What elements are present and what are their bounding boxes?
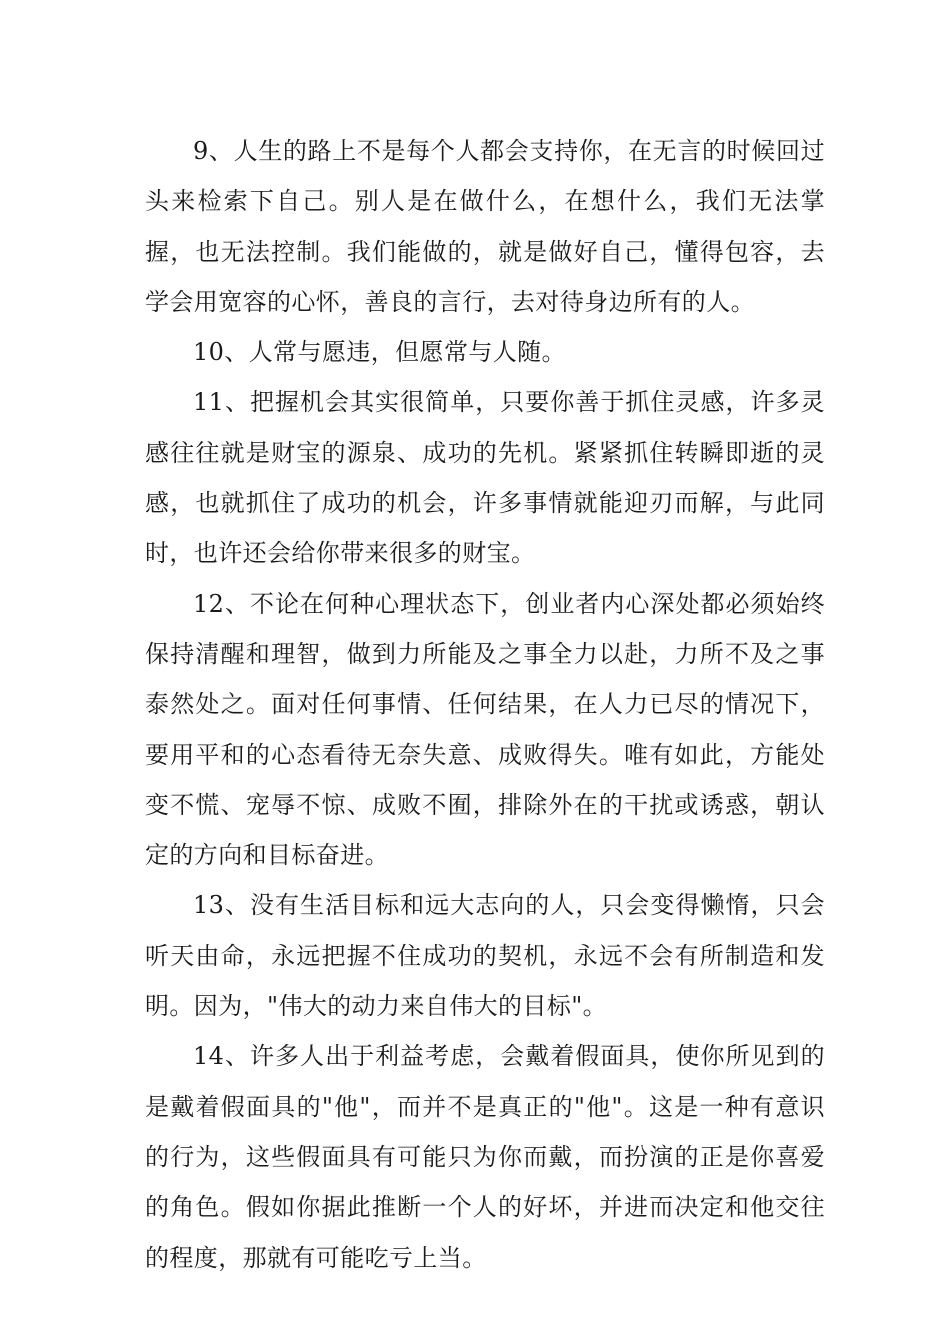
paragraph-11: 11、把握机会其实很简单，只要你善于抓住灵感，许多灵感往往就是财宝的源泉、成功的先机。紧紧抓住转瞬即逝的灵感，也就抓住了成功的机会，许多事情就能迎刃而解，与此同时，也许还会给你带来很多的财宝。: [145, 388, 825, 568]
paragraph-10: 10、人常与愿违，但愿常与人随。: [193, 338, 566, 367]
paragraph-13: 13、没有生活目标和远大志向的人，只会变得懒惰，只会听天由命，永远把握不住成功的契机，永远不会有所制造和发明。因为，"伟大的动力来自伟大的目标"。: [145, 891, 825, 1021]
paragraph-14: 14、许多人出于利益考虑，会戴着假面具，使你所见到的是戴着假面具的"他"，而并不是真正的"他"。这是一种有意识的行为，这些假面具有可能只为你而戴，而扮演的正是你喜爱的角色。假如你据此推断一个人的好坏，并进而决定和他交往的程度，那就有可能吃亏上当。: [145, 1042, 825, 1272]
paragraph-12: 12、不论在何种心理状态下，创业者内心深处都必须始终保持清醒和理智，做到力所能及之事全力以赴，力所不及之事泰然处之。面对任何事情、任何结果，在人力已尽的情况下，要用平和的心态看待无奈失意、成败得失。唯有如此，方能处变不慌、宠辱不惊、成败不囿，排除外在的干扰或诱惑，朝认定的方向和目标奋进。: [145, 589, 825, 870]
paragraph-9: 9、人生的路上不是每个人都会支持你，在无言的时候回过头来检索下自己。别人是在做什么，在想什么，我们无法掌握，也无法控制。我们能做的，就是做好自己，懂得包容，去学会用宽容的心怀，善良的言行，去对待身边所有的人。: [145, 137, 825, 316]
document-body: [145, 126, 825, 1283]
